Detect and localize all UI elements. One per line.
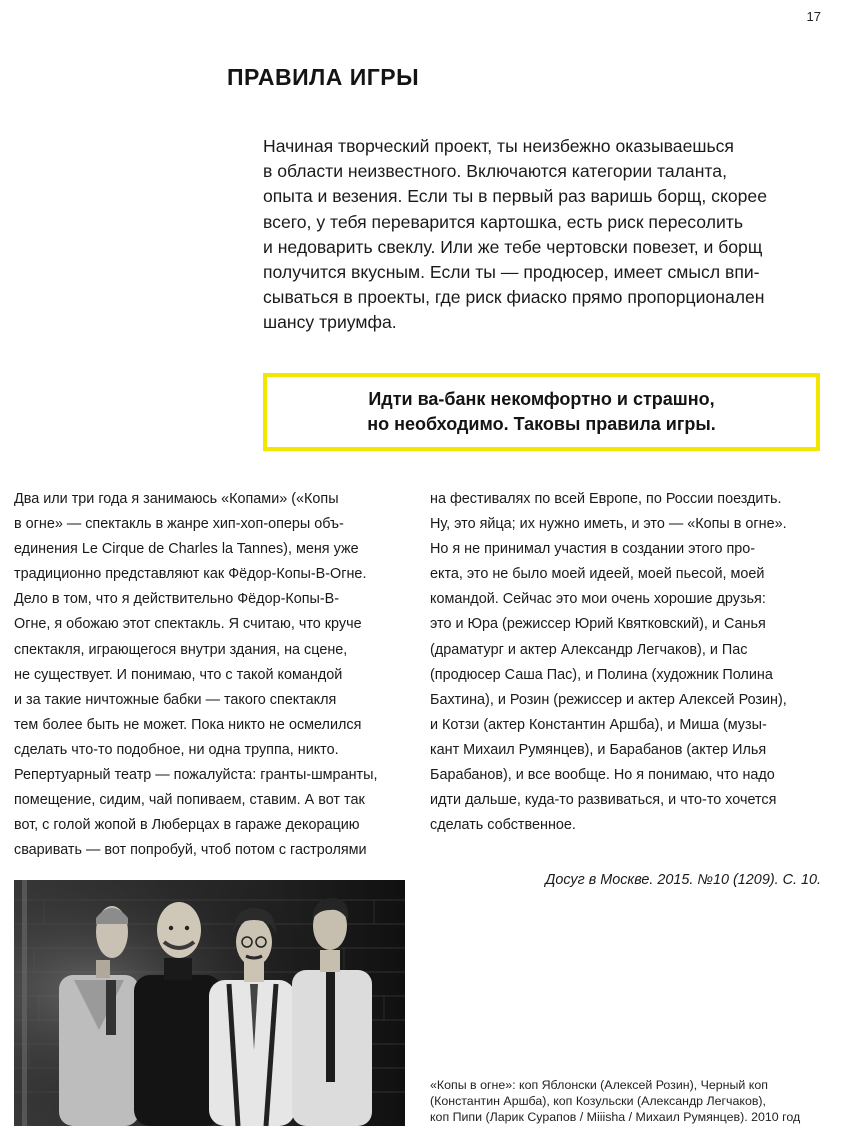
page-number: 17 <box>806 9 821 24</box>
text-line: это и Юра (режиссер Юрий Квятковский), и Санья <box>430 616 766 633</box>
group-photo <box>14 880 405 1126</box>
text-line: Ну, это яйца; их нужно иметь, и это — «Копы в огне». <box>430 516 787 533</box>
text-line: (драматург и актер Александр Легчаков), и Пас <box>430 641 748 658</box>
text-line: сделать собственное. <box>430 817 576 834</box>
page-title: ПРАВИЛА ИГРЫ <box>227 64 420 90</box>
text-line: екта, это не было моей идеей, моей пьесой, моей <box>430 566 765 583</box>
text-line: шансу триумфа. <box>263 312 397 333</box>
callout-line: но необходимо. Таковы правила игры. <box>367 414 716 434</box>
photo-illustration <box>14 880 405 1126</box>
text-line: Два или три года я занимаюсь «Копами» («Копы <box>14 491 339 507</box>
text-line: Но я не принимал участия в создании этого про- <box>430 541 756 558</box>
text-line: вот, с голой жопой в Люберцах в гараже декорацию <box>14 817 360 834</box>
quote-source: Досуг в Москве. 2015. №10 (1209). С. 10. <box>545 872 821 888</box>
callout-line: Идти ва-банк некомфортно и страшно, <box>368 389 715 409</box>
text-line: Начиная творческий проект, ты неизбежно оказываешься <box>263 136 734 156</box>
text-line: и Котзи (актер Константин Аршба), и Миша (музы- <box>430 716 767 733</box>
text-line: сываться в проекты, где риск фиаско прямо пропорционален <box>263 287 765 308</box>
text-line: Бахтина), и Розин (режиссер и актер Алексей Розин), <box>430 691 787 708</box>
text-line: всего, у тебя переварится картошка, есть риск пересолить <box>263 211 744 232</box>
text-line: Огне, я обожаю этот спектакль. Я считаю, что круче <box>14 616 362 633</box>
text-line: спектакля, играющегося внутри здания, на сцене, <box>14 641 348 658</box>
text-line: на фестивалях по всей Европе, по России поездить. <box>430 491 782 507</box>
text-line: получится вкусным. Если ты — продюсер, имеет смысл впи- <box>263 262 760 283</box>
text-line: опыта и везения. Если ты в первый раз варишь борщ, скорее <box>263 186 767 207</box>
text-line: (продюсер Саша Пас), и Полина (художник Полина <box>430 666 773 683</box>
text-line: Репертуарный театр — пожалуйста: гранты-шмранты, <box>14 767 378 784</box>
text-line: традиционно представляют как Фёдор-Копы-В-Огне. <box>14 566 367 583</box>
text-line: и за такие ничтожные бабки — такого спектакля <box>14 691 337 708</box>
text-line: единения Le Cirque de Charles la Tannes), меня уже <box>14 541 359 558</box>
intro-paragraph <box>263 134 828 336</box>
photo-caption <box>430 1077 855 1125</box>
text-line: и недоварить свеклу. Или же тебе чертовски повезет, и борщ <box>263 236 763 257</box>
caption-line: (Константин Аршба), коп Козульски (Александр Легчаков), <box>430 1094 766 1108</box>
quote-column-left <box>14 487 414 863</box>
caption-line: коп Пипи (Ларик Сурапов / Miiisha / Михаил Румянцев). 2010 год <box>430 1110 801 1124</box>
text-line: Барабанов), и все вообще. Но я понимаю, что надо <box>430 767 775 784</box>
text-line: не существует. И понимаю, что с такой командой <box>14 666 343 683</box>
text-line: помещение, сидим, чай попиваем, ставим. А вот так <box>14 792 365 809</box>
text-line: сделать что-то подобное, ни одна труппа, никто. <box>14 741 339 758</box>
text-line: Дело в том, что я действительно Фёдор-Копы-В- <box>14 591 340 608</box>
text-line: тем более быть не может. Пока никто не осмелился <box>14 716 362 733</box>
quote-column-right <box>430 487 850 838</box>
text-line: в области неизвестного. Включаются категории таланта, <box>263 161 727 182</box>
text-line: идти дальше, куда-то развиваться, и что-то хочется <box>430 792 777 809</box>
text-line: в огне» — спектакль в жанре хип-хоп-оперы объ- <box>14 516 344 533</box>
text-line: сваривать — вот попробуй, чтоб потом с гастролями <box>14 842 367 859</box>
text-line: кант Михаил Румянцев), и Барабанов (актер Илья <box>430 741 767 758</box>
callout-box <box>263 373 820 451</box>
caption-line: «Копы в огне»: коп Яблонски (Алексей Розин), Черный коп <box>430 1078 768 1092</box>
text-line: командой. Сейчас это мои очень хорошие друзья: <box>430 591 766 608</box>
